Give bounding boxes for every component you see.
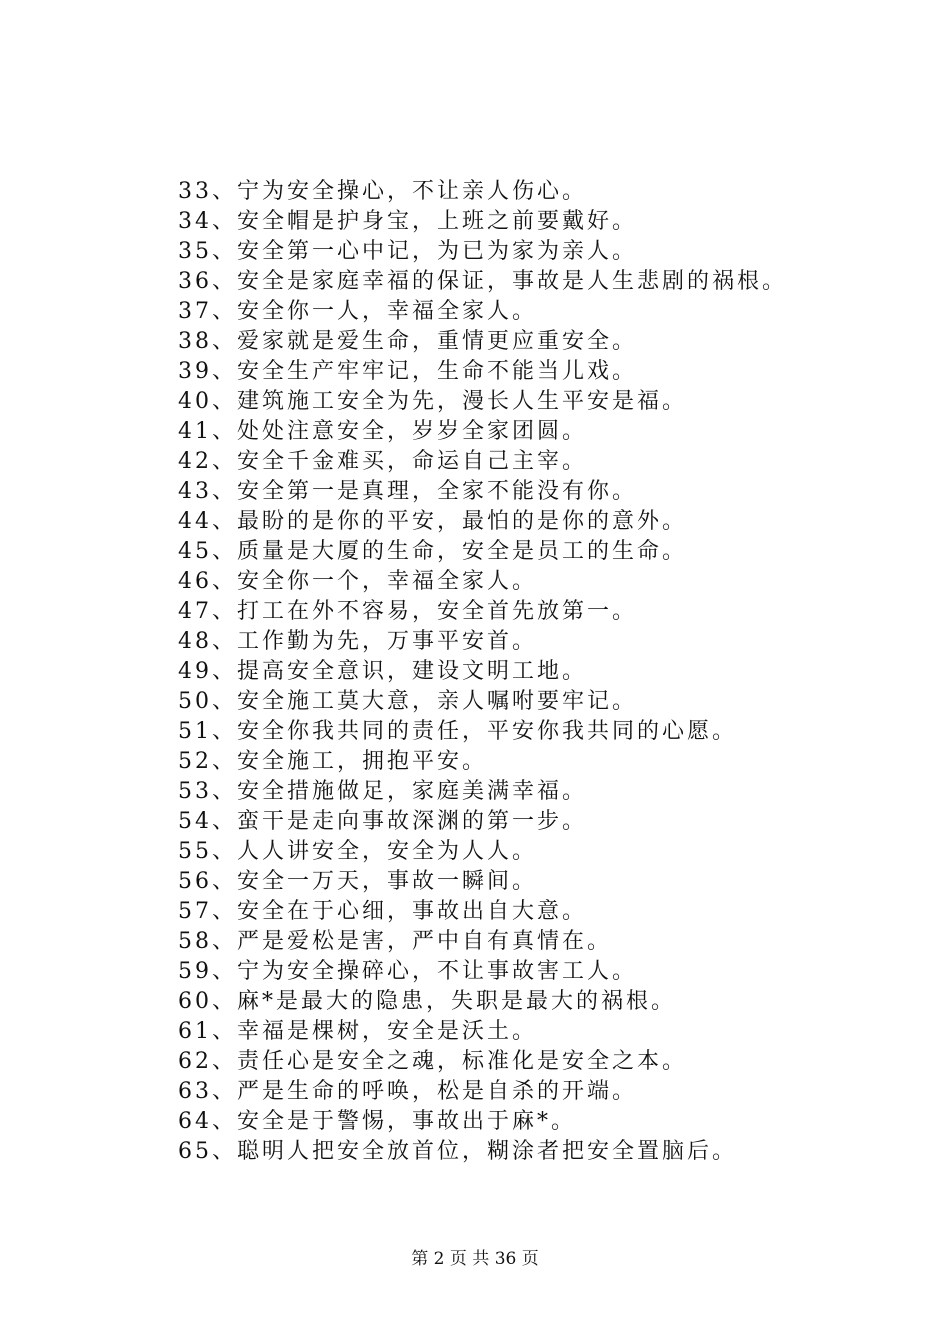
slogan-line: 37、安全你一人，幸福全家人。 [178, 299, 537, 324]
slogan-line: 40、建筑施工安全为先，漫长人生平安是福。 [178, 389, 687, 414]
slogan-line: 62、责任心是安全之魂，标准化是安全之本。 [178, 1049, 687, 1074]
slogan-line: 39、安全生产牢牢记，生命不能当儿戏。 [178, 359, 637, 384]
slogan-line: 46、安全你一个，幸福全家人。 [178, 569, 537, 594]
slogan-line: 60、麻*是最大的隐患，失职是最大的祸根。 [178, 989, 676, 1014]
slogan-line: 64、安全是于警惕，事故出于麻*。 [178, 1109, 576, 1134]
slogan-line: 41、处处注意安全，岁岁全家团圆。 [178, 419, 587, 444]
slogan-line: 56、安全一万天，事故一瞬间。 [178, 869, 537, 894]
slogan-line: 42、安全千金难买，命运自己主宰。 [178, 449, 587, 474]
slogan-list [178, 177, 787, 1167]
slogan-line: 47、打工在外不容易，安全首先放第一。 [178, 599, 637, 624]
slogan-line: 36、安全是家庭幸福的保证，事故是人生悲剧的祸根。 [178, 269, 787, 294]
slogan-line: 34、安全帽是护身宝，上班之前要戴好。 [178, 209, 637, 234]
slogan-line: 35、安全第一心中记，为已为家为亲人。 [178, 239, 637, 264]
slogan-line: 49、提高安全意识，建设文明工地。 [178, 659, 587, 684]
slogan-line: 63、严是生命的呼唤，松是自杀的开端。 [178, 1079, 637, 1104]
slogan-line: 54、蛮干是走向事故深渊的第一步。 [178, 809, 587, 834]
slogan-line: 44、最盼的是你的平安，最怕的是你的意外。 [178, 509, 687, 534]
slogan-line: 58、严是爱松是害，严中自有真情在。 [178, 929, 612, 954]
slogan-line: 52、安全施工，拥抱平安。 [178, 749, 487, 774]
slogan-line: 45、质量是大厦的生命，安全是员工的生命。 [178, 539, 687, 564]
slogan-line: 57、安全在于心细，事故出自大意。 [178, 899, 587, 924]
page-footer: 第 2 页 共 36 页 [411, 1249, 539, 1269]
slogan-line: 43、安全第一是真理，全家不能没有你。 [178, 479, 637, 504]
slogan-line: 61、幸福是棵树，安全是沃土。 [178, 1019, 537, 1044]
slogan-line: 38、爱家就是爱生命，重情更应重安全。 [178, 329, 637, 354]
slogan-line: 55、人人讲安全，安全为人人。 [178, 839, 537, 864]
slogan-line: 53、安全措施做足，家庭美满幸福。 [178, 779, 587, 804]
slogan-line: 65、聪明人把安全放首位，糊涂者把安全置脑后。 [178, 1139, 737, 1164]
slogan-line: 48、工作勤为先，万事平安首。 [178, 629, 537, 654]
slogan-line: 51、安全你我共同的责任，平安你我共同的心愿。 [178, 719, 737, 744]
slogan-line: 33、宁为安全操心，不让亲人伤心。 [178, 179, 587, 204]
slogan-line: 50、安全施工莫大意，亲人嘱咐要牢记。 [178, 689, 637, 714]
slogan-line: 59、宁为安全操碎心，不让事故害工人。 [178, 959, 637, 984]
